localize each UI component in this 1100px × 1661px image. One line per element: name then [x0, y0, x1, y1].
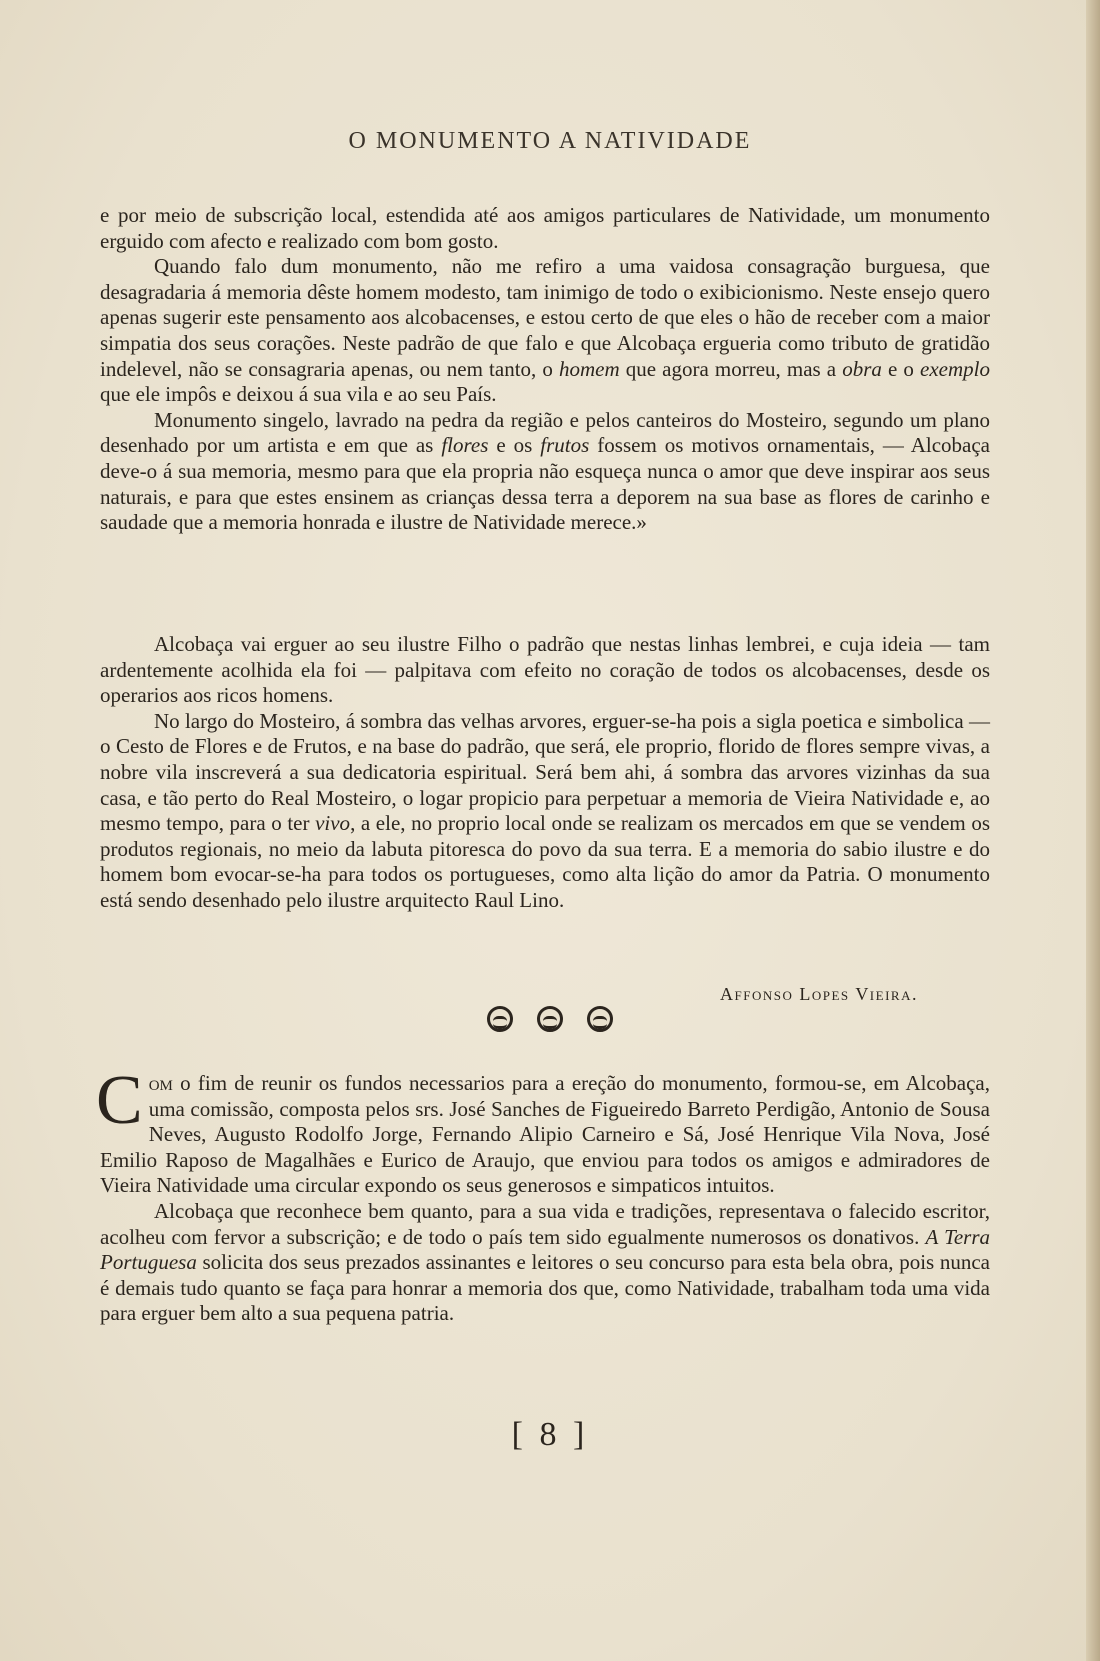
article-continuation — [100, 203, 990, 536]
page-number: [ 8 ] — [511, 1416, 589, 1453]
paragraph: Alcobaça vai erguer ao seu ilustre Filho o padrão que nestas linhas lembrei, e cuja ideia — tam ardentemente acolhida ela foi — palpitava com efeito no coração de todos os alcobacenses, desde os operarios aos ricos homens. — [100, 632, 990, 708]
committee-note — [96, 1062, 990, 1327]
paragraph: Com o fim de reunir os fundos necessarios para a ereção do monumento, formou-se, em Alcobaça, uma comissão, composta pelos srs. José Sanches de Figueiredo Barreto Perdigão, Antonio de Sousa Neves, Augusto Rodolfo Jorge, Fernando Alipio Carneiro e Sá, José Henrique Vila Nova, José Emilio Raposo de Magalhães e Eurico de Araujo, que enviou para todos os amigos e admiradores de Vieira Natividade uma circular expondo os seus generosos e simpaticos intuitos. — [96, 1062, 990, 1198]
section-divider — [0, 1006, 1100, 1037]
drop-cap: C — [96, 1062, 143, 1139]
wave-circle-ornament-icon — [487, 1006, 513, 1032]
paragraph: No largo do Mosteiro, á sombra das velhas arvores, erguer-se-ha pois a sigla poetica e simbolica — o Cesto de Flores e de Frutos, e na base do padrão, que será, ele proprio, florido de flores sempre vivas, a nobre vila inscreverá a sua dedicatoria espiritual. Será bem ahi, á sombra das arvores vizinhas da sua casa, e tão perto do Real Mosteiro, o logar propicio para perpetuar a memoria de Vieira Natividade e, ao mesmo tempo, para o ter vivo, a ele, no proprio local onde se realizam os mercados em que se vendem os produtos regionais, no meio da labuta pitoresca do povo da sua terra. E a memoria do sabio ilustre e do homem bom evocar-se-ha para todos os portugueses, como alta lição do amor da Patria. O monumento está sendo desenhado pelo ilustre arquitecto Raul Lino. — [100, 708, 990, 912]
author-signature: Affonso Lopes Vieira. — [720, 984, 918, 1004]
article-body — [100, 632, 990, 914]
paragraph: e por meio de subscrição local, estendida até aos amigos particulares de Natividade, um monumento erguido com afecto e realizado com bom gosto. — [100, 203, 990, 253]
paragraph: Quando falo dum monumento, não me refiro a uma vaidosa consagração burguesa, que desagradaria á memoria dêste homem modesto, tam inimigo de todo o exibicionismo. Neste ensejo quero apenas sugerir este pensamento aos alcobacenses, e estou certo de que eles o hão de receber com a maior simpatia dos seus corações. Neste padrão de que falo e que Alcobaça ergueria como tributo de gratidão indelevel, não se consagraria apenas, ou nem tanto, o homem que agora morreu, mas a obra e o exemplo que ele impôs e deixou á sua vila e ao seu País. — [100, 254, 990, 407]
page-edge — [1086, 0, 1100, 1661]
paragraph: Alcobaça que reconhece bem quanto, para a sua vida e tradições, representava o falecido escritor, acolheu com fervor a subscrição; e de todo o país tem sido egualmente numerosos os donativos. A Terra Portuguesa solicita dos seus prezados assinantes e leitores o seu concurso para esta bela obra, pois nunca é demais tudo quanto se faça para honrar a memoria dos que, como Natividade, trabalham toda uma vida para erguer bem alto a sua pequena patria. — [100, 1198, 990, 1326]
wave-circle-ornament-icon — [537, 1006, 563, 1032]
paragraph: Monumento singelo, lavrado na pedra da região e pelos canteiros do Mosteiro, segundo um plano desenhado por um artista e em que as flores e os frutos fossem os motivos ornamentais, — Alcobaça deve-o á sua memoria, mesmo para que ela propria não esqueça nunca o amor que deve inspirar aos seus naturais, e para que estes ensinem as crianças dessa terra a deporem na sua base as flores de carinho e saudade que a memoria honrada e ilustre de Natividade merece.» — [100, 407, 990, 535]
wave-circle-ornament-icon — [587, 1006, 613, 1032]
running-head: O MONUMENTO A NATIVIDADE — [348, 128, 752, 154]
